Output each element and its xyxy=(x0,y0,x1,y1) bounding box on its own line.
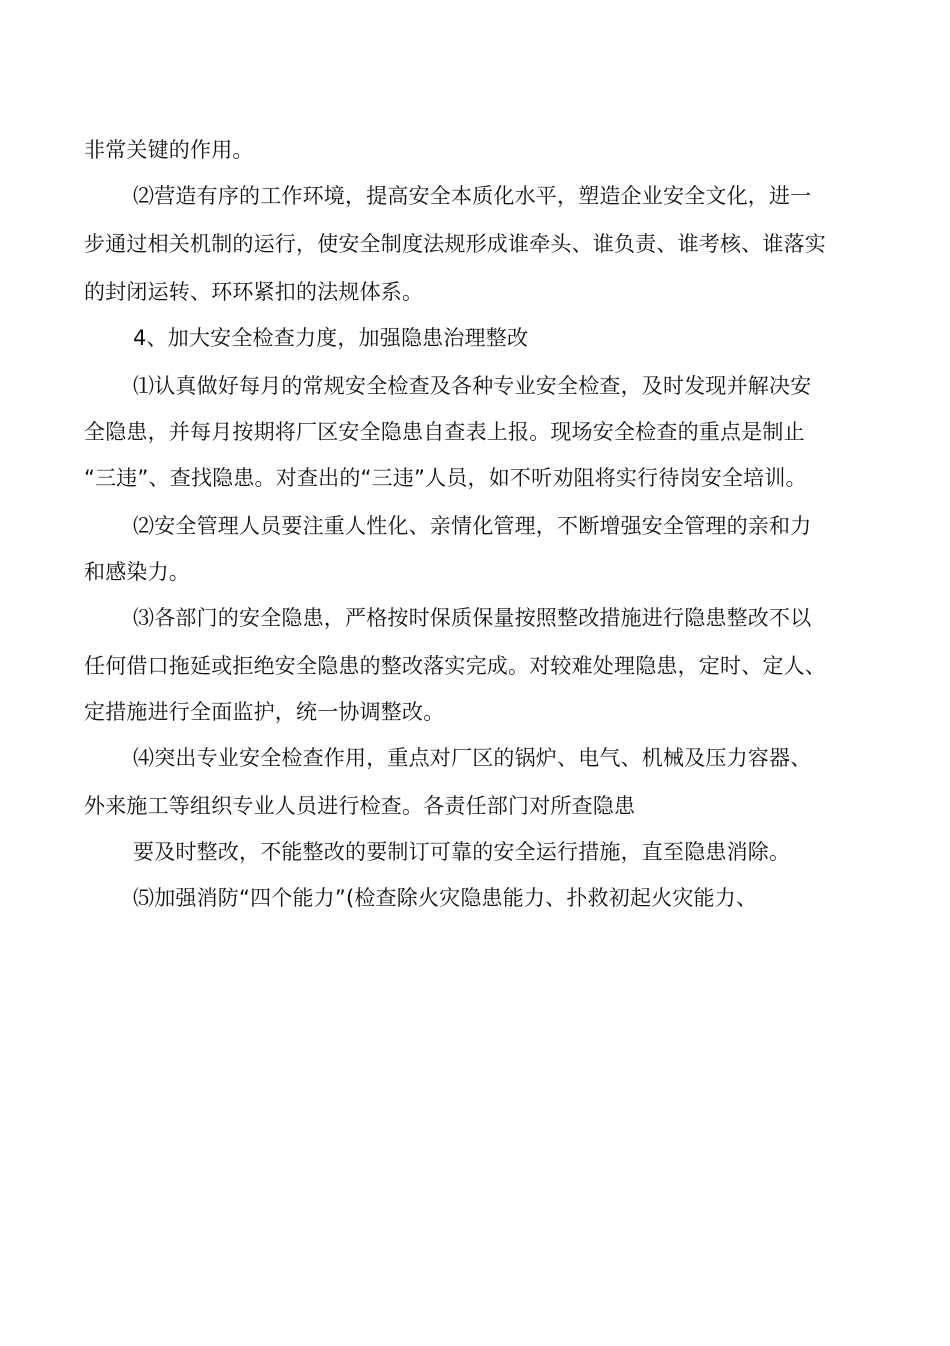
text-line-12: 任何借口拖延或拒绝安全隐患的整改落实完成。对较难处理隐患，定时、定人、 xyxy=(84,654,826,678)
text-line-4: 的封闭运转、环环紧扣的法规体系。 xyxy=(84,280,424,304)
text-line-11: ⑶各部门的安全隐患，严格按时保质保量按照整改措施进行隐患整改不以 xyxy=(133,606,812,630)
text-line-2: ⑵营造有序的工作环境，提高安全本质化水平，塑造企业安全文化，进一 xyxy=(133,184,812,208)
text-line-17: ⑸加强消防“四个能力”(检查除火灾隐患能力、扑救初起火灾能力、 xyxy=(133,886,758,910)
text-line-10: 和感染力。 xyxy=(84,560,190,584)
section-heading-4: 4、加大安全检查力度，加强隐患治理整改 xyxy=(133,326,529,350)
text-line-15: 外来施工等组织专业人员进行检查。各责任部门对所查隐患 xyxy=(84,794,636,818)
text-line-13: 定措施进行全面监护，统一协调整改。 xyxy=(84,700,445,724)
text-line-3: 步通过相关机制的运行，使安全制度法规形成谁牵头、谁负责、谁考核、谁落实 xyxy=(84,232,826,256)
text-line-8: “三违”、查找隐患。对查出的“三违”人员，如不听劝阻将实行待岗安全培训。 xyxy=(84,466,807,490)
text-line-1: 非常关键的作用。 xyxy=(84,138,254,162)
text-line-9: ⑵安全管理人员要注重人性化、亲情化管理，不断增强安全管理的亲和力 xyxy=(133,514,812,538)
text-line-6: ⑴认真做好每月的常规安全检查及各种专业安全检查，及时发现并解决安 xyxy=(133,374,812,398)
text-line-16: 要及时整改，不能整改的要制订可靠的安全运行措施，直至隐患消除。 xyxy=(133,840,791,864)
text-line-7: 全隐患，并每月按期将厂区安全隐患自查表上报。现场安全检查的重点是制止 xyxy=(84,420,805,444)
text-line-14: ⑷突出专业安全检查作用，重点对厂区的锅炉、电气、机械及压力容器、 xyxy=(133,746,812,770)
